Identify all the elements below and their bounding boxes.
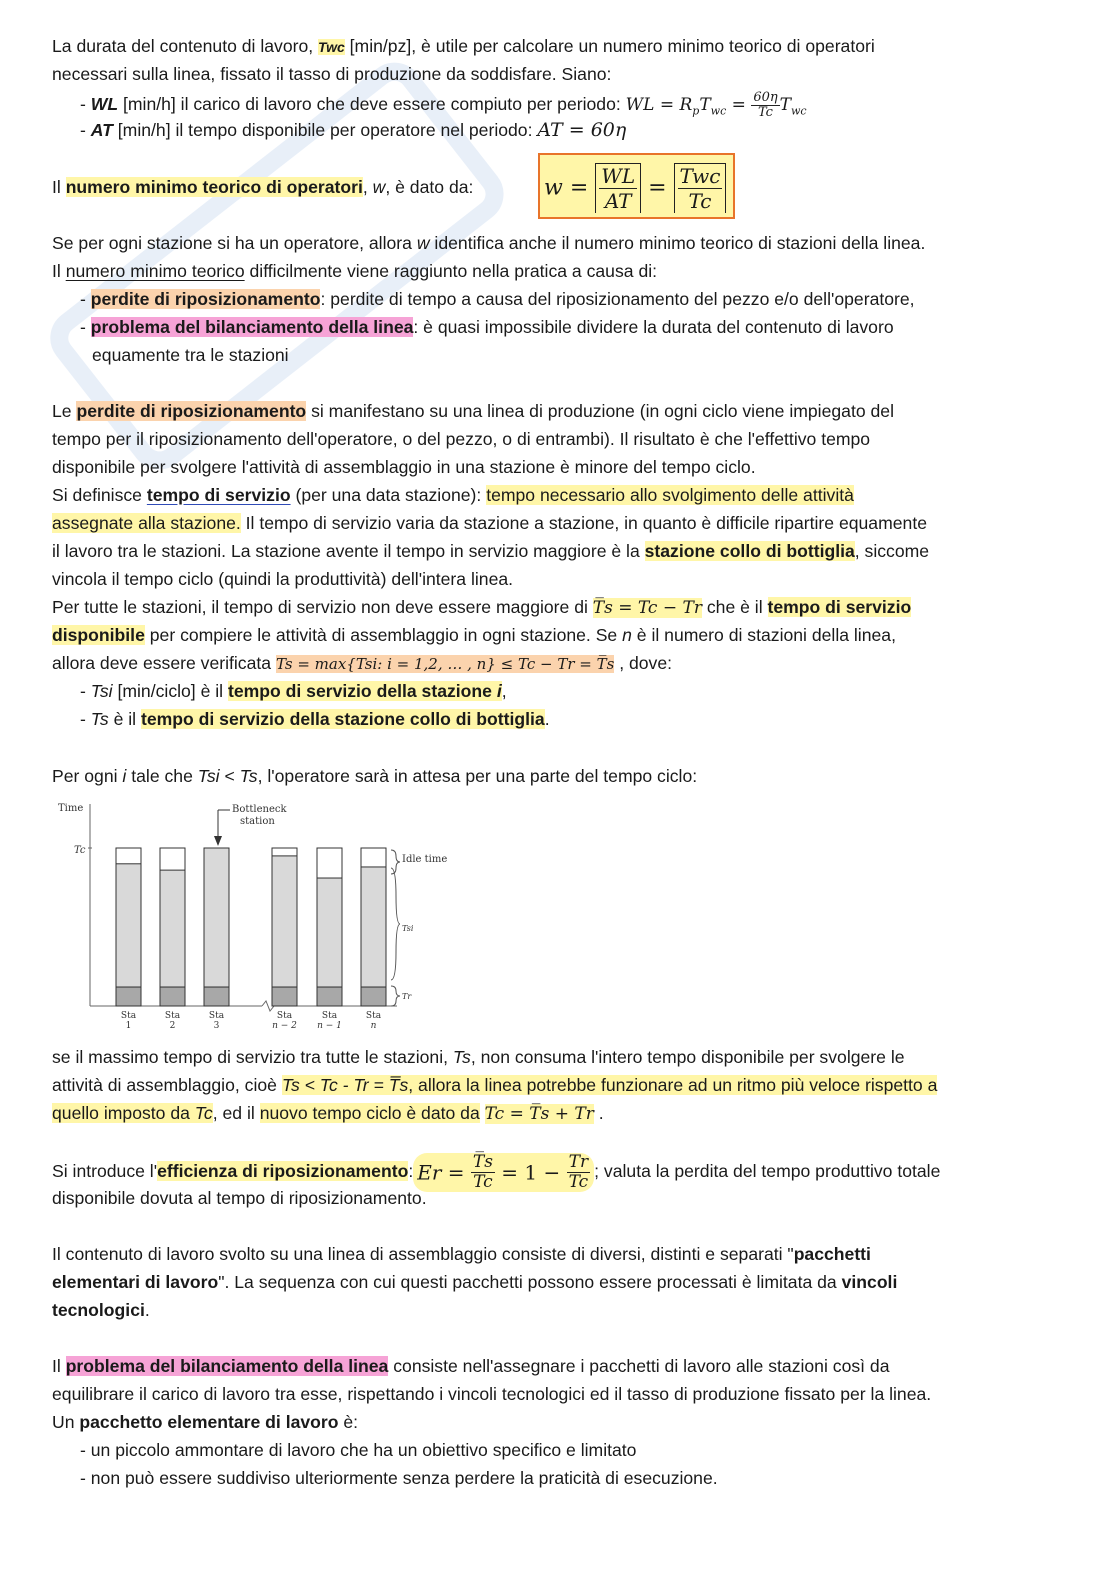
text: , <box>362 177 373 197</box>
paragraph-line <box>52 63 611 85</box>
station-service-bar <box>160 870 185 987</box>
list-item: - perdite di riposizionamento: perdite di tempo a causa del riposizionamento del pezzo e/o dell'operatore, <box>80 289 915 309</box>
list-item-continuation: equamente tra le stazioni <box>92 345 289 365</box>
tc-label: Tc <box>74 845 86 856</box>
tsi-label: Tsi <box>402 924 414 933</box>
formula-ts-max: Ts = max{Tsi: i = 1,2, … , n} ≤ Tc − Tr = T̅s <box>275 655 615 673</box>
station-index-label: n − 2 <box>272 1021 297 1031</box>
paragraph-line: disponibile per compiere le attività di assemblaggio in ogni stazione. Se n è il numero di stazioni della linea, <box>52 625 896 645</box>
formula-at: AT = 60η <box>537 119 627 141</box>
station-label: Sta <box>321 1011 338 1021</box>
station-service-bar <box>204 848 229 987</box>
station-repositioning-bar <box>116 987 141 1006</box>
text: [min/h] il carico di lavoro che deve essere compiuto per periodo: <box>118 94 626 114</box>
text: La durata del contenuto di lavoro, <box>52 36 319 56</box>
list-item: - un piccolo ammontare di lavoro che ha un obiettivo specifico e limitato <box>80 1440 637 1460</box>
formula-box-w <box>538 153 735 219</box>
paragraph-line: Per ogni i tale che Tsi < Ts, l'operatore sarà in attesa per una parte del tempo ciclo: <box>52 766 698 786</box>
paragraph-line <box>52 35 875 58</box>
list-item: - Tsi [min/ciclo] è il tempo di servizio della stazione i, <box>80 681 507 701</box>
bullet: - <box>80 120 91 140</box>
y-axis-label: Time <box>58 803 84 814</box>
list-item: - problema del bilanciamento della linea: è quasi impossibile dividere la durata del contenuto di lavoro <box>80 317 894 337</box>
text: [min/h] il tempo disponibile per operatore nel periodo: <box>112 120 538 140</box>
station-index-label: 3 <box>213 1021 220 1031</box>
paragraph-line: equilibrare il carico di lavoro tra esse, rispettando i vincoli tecnologici ed il tasso di produzione fissato per la linea. <box>52 1384 932 1404</box>
station-repositioning-bar <box>160 987 185 1006</box>
formula-wl: WL = $R_pT_{wc}$ = $\frac{60\eta}{Tc}$ $T_{wc}$ <box>625 90 807 120</box>
symbol-twc: Twc <box>318 39 345 55</box>
list-item: - Ts è il tempo di servizio della stazione collo di bottiglia. <box>80 709 550 729</box>
paragraph-line: allora deve essere verificata Ts = max{Tsi: i = 1,2, … , n} ≤ Tc − Tr = T̅s , dove: <box>52 653 673 673</box>
idle-time-label: Idle time <box>402 854 448 865</box>
bottleneck-label: station <box>240 816 275 827</box>
station-label: Sta <box>276 1011 293 1021</box>
station-service-bar <box>272 856 297 987</box>
paragraph-line: Si definisce tempo di servizio (per una data stazione): tempo necessario allo svolgimento delle attività <box>52 485 854 505</box>
text: , è dato da: <box>385 177 474 197</box>
station-service-bar <box>317 878 342 987</box>
paragraph-line: Le perdite di riposizionamento si manifestano su una linea di produzione (in ogni ciclo viene impiegato del <box>52 401 894 421</box>
station-service-bar <box>361 867 386 987</box>
formula-ts-bar: T̅s = Tc − Tr <box>592 598 702 618</box>
station-label: Sta <box>365 1011 382 1021</box>
station-service-bar <box>116 864 141 987</box>
paragraph-line <box>52 176 473 198</box>
paragraph-line: Il numero minimo teorico difficilmente viene raggiunto nella pratica a causa di: <box>52 261 658 281</box>
station-repositioning-bar <box>272 987 297 1006</box>
bottleneck-figure <box>52 796 452 1036</box>
paragraph-line: se il massimo tempo di servizio tra tutte le stazioni, Ts, non consuma l'intero tempo disponibile per svolgere le <box>52 1047 905 1067</box>
paragraph-line: quello imposto da Tc, ed il nuovo tempo ciclo è dato da Tc = T̅s + Tr . <box>52 1103 604 1124</box>
station-index-label: n − 1 <box>317 1021 342 1031</box>
bottleneck-label: Bottleneck <box>232 804 287 815</box>
paragraph-line: Per tutte le stazioni, il tempo di servizio non deve essere maggiore di T̅s = Tc − Tr che è il tempo di servizio <box>52 597 912 618</box>
term-at: AT <box>90 120 113 140</box>
paragraph-line: Il contenuto di lavoro svolto su una linea di assemblaggio consiste di diversi, distinti e separati "pacchetti <box>52 1244 871 1264</box>
paragraph-line: attività di assemblaggio, cioè Ts < Tc - Tr = T̅s, allora la linea potrebbe funzionare ad un ritmo più veloce rispetto a <box>52 1075 938 1095</box>
paragraph-line: vincola il tempo ciclo (quindi la produttività) dell'intera linea. <box>52 569 514 589</box>
paragraph-line: il lavoro tra le stazioni. La stazione avente il tempo in servizio maggiore è la stazione collo di bottiglia, siccome <box>52 541 930 561</box>
paragraph-line: Il problema del bilanciamento della linea consiste nell'assegnare i pacchetti di lavoro alle stazioni così da <box>52 1356 890 1376</box>
formula-er: Er = $\frac{T̅s}{Tc}$ = 1 − $\frac{Tr}{Tc}$ <box>413 1153 594 1192</box>
bullet: - <box>80 94 91 114</box>
tr-label: Tr <box>402 992 412 1001</box>
station-label: Sta <box>164 1011 181 1021</box>
station-index-label: n <box>370 1021 377 1031</box>
symbol-w: w <box>372 177 386 197</box>
paragraph-line: Un pacchetto elementare di lavoro è: <box>52 1412 359 1432</box>
station-repositioning-bar <box>361 987 386 1006</box>
station-repositioning-bar <box>317 987 342 1006</box>
paragraph-line: assegnate alla stazione. Il tempo di servizio varia da stazione a stazione, in quanto è difficile ripartire equamente <box>52 513 927 533</box>
paragraph-line: Se per ogni stazione si ha un operatore, allora w identifica anche il numero minimo teorico di stazioni della linea. <box>52 233 926 253</box>
paragraph-line: tecnologici. <box>52 1300 150 1320</box>
formula-w: w = $\frac{WL}{AT}$ = $\frac{\text{Twc}}{Tc}$ <box>544 163 726 213</box>
list-item: - non può essere suddiviso ulteriormente senza perdere la praticità di esecuzione. <box>80 1468 718 1488</box>
text: [min/pz], è utile per calcolare un numero minimo teorico di operatori <box>344 36 875 56</box>
paragraph-line: disponibile per svolgere l'attività di assemblaggio in una stazione è minore del tempo ciclo. <box>52 457 756 477</box>
station-repositioning-bar <box>204 987 229 1006</box>
paragraph-line: elementari di lavoro". La sequenza con cui questi pacchetti possono essere processati è limitata da vincoli <box>52 1272 898 1292</box>
text: necessari sulla linea, fissato il tasso di produzione da soddisfare. Siano: <box>52 64 612 84</box>
station-index-label: 1 <box>125 1021 132 1031</box>
paragraph-line: tempo per il riposizionamento dell'operatore, o del pezzo, o di entrambi). Il risultato è che l'effettivo tempo <box>52 429 871 449</box>
term-wl: WL <box>90 94 119 114</box>
text: Il <box>52 177 66 197</box>
list-item-at <box>80 119 626 141</box>
station-label: Sta <box>208 1011 225 1021</box>
term-numero-minimo: numero minimo teorico di operatori <box>65 177 363 197</box>
formula-tc-new: Tc = T̅s + Tr <box>484 1104 594 1124</box>
paragraph-line: disponibile dovuta al tempo di riposizionamento. <box>52 1188 427 1208</box>
paragraph-line: Si introduce l'efficienza di riposizionamento: Er = $\frac{T̅s}{Tc}$ = 1 − $\frac{Tr}{Tc}$ ; valuta la perdita del tempo produttivo totale <box>52 1151 941 1192</box>
station-index-label: 2 <box>169 1021 176 1031</box>
station-label: Sta <box>120 1011 137 1021</box>
